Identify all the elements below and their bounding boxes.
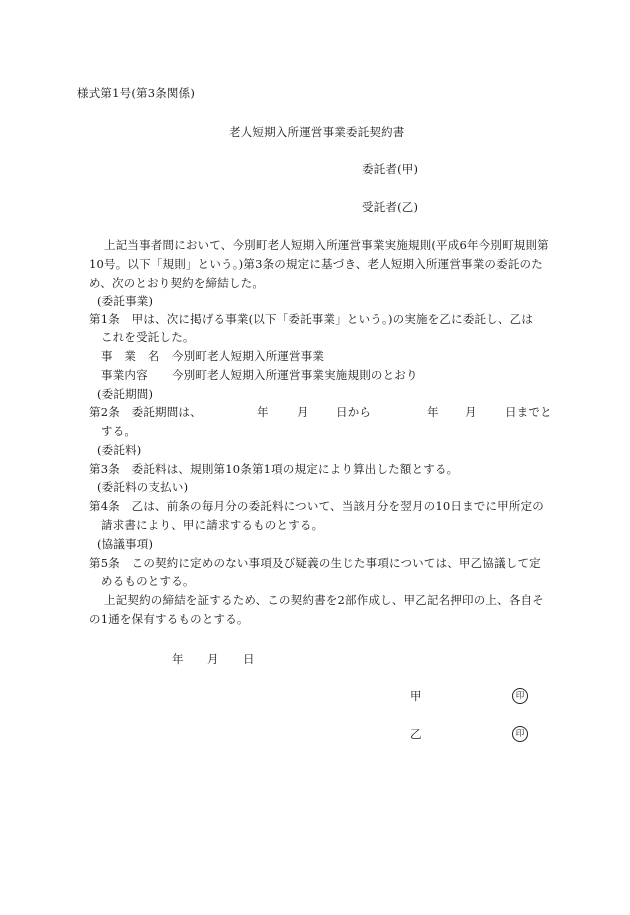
date-month: 月 (207, 652, 219, 666)
article-3-line: 第3条 委託料は、規則第10条第1項の規定により算出した額とする。 (89, 462, 459, 476)
article-2-heading: (委託期間) (97, 387, 154, 401)
period-month-1: 月 (297, 405, 309, 419)
period-year-1: 年 (257, 405, 269, 419)
seal-icon: 印 (512, 726, 528, 742)
period-from: 日から (336, 405, 372, 419)
business-name-value: 今別町老人短期入所運営事業 (172, 349, 325, 363)
business-name-label: 事 業 名 (101, 349, 160, 363)
closing-line: の1通を保有するものとする。 (89, 612, 249, 626)
article-4-line: 第4条 乙は、前条の毎月分の委託料について、当該月分を翌月の10日までに甲所定の (89, 499, 544, 513)
article-4-heading: (委託料の支払い) (97, 480, 189, 494)
document-title: 老人短期入所運営事業委託契約書 (229, 125, 405, 139)
article-5-line: めるものとする。 (101, 574, 195, 588)
article-5-heading: (協議事項) (97, 537, 154, 551)
period-to: 日までと (505, 405, 552, 419)
preamble-line: め、次のとおり契約を締結した。 (89, 276, 265, 290)
preamble-line: 上記当事者間において、今別町老人短期入所運営事業実施規則(平成6年今別町規則第 (104, 238, 549, 252)
period-month-2: 月 (465, 405, 477, 419)
business-content-value: 今別町老人短期入所運営事業実施規則のとおり (172, 368, 418, 382)
consignor-label: 委託者(甲) (362, 162, 419, 176)
article-2-cont: する。 (101, 424, 137, 438)
article-1-line: 第1条 甲は、次に掲げる事業(以下「委託事業」という。)の実施を乙に委託し、乙は (89, 312, 534, 326)
preamble-line: 10号。以下「規則」という。)第3条の規定に基づき、老人短期入所運営事業の委託のた (89, 257, 543, 271)
article-1-line: これを受託した。 (101, 330, 195, 344)
article-4-line: 請求書により、甲に請求するものとする。 (101, 518, 324, 532)
date-day: 日 (243, 652, 255, 666)
seal-icon: 印 (512, 688, 528, 704)
date-year: 年 (172, 652, 184, 666)
form-label: 様式第1号(第3条関係) (77, 86, 196, 100)
consignee-label: 受託者(乙) (362, 200, 419, 214)
signature-party-b: 乙 (410, 727, 422, 741)
article-5-line: 第5条 この契約に定めのない事項及び疑義の生じた事項については、甲乙協議して定 (89, 556, 541, 570)
signature-party-a: 甲 (410, 689, 422, 703)
closing-line: 上記契約の締結を証するため、この契約書を2部作成し、甲乙記名押印の上、各自そ (104, 593, 544, 607)
article-1-heading: (委託事業) (97, 294, 154, 308)
business-content-label: 事業内容 (101, 368, 148, 382)
article-2-lead: 第2条 委託期間は、 (89, 405, 202, 419)
period-year-2: 年 (427, 405, 439, 419)
article-3-heading: (委託料) (97, 443, 142, 457)
